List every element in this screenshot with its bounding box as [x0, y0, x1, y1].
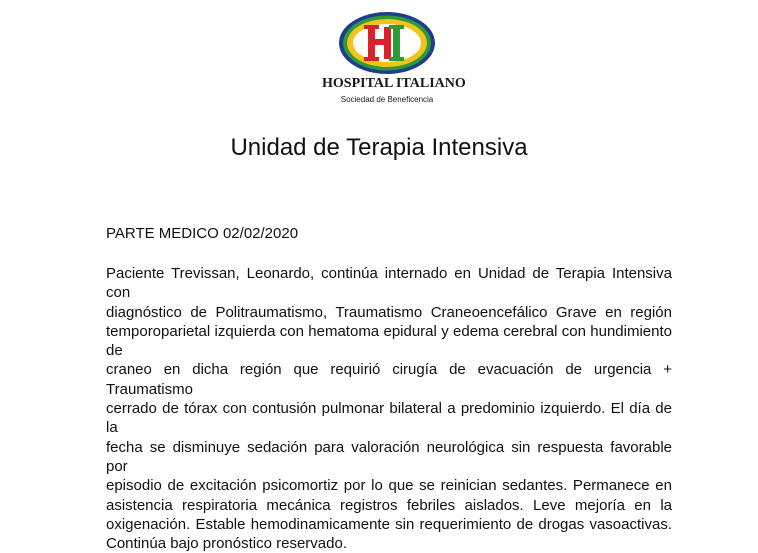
- body-line: fecha se disminuye sedación para valoración neurológica sin respuesta favorable por: [106, 438, 672, 475]
- report-body: [106, 264, 672, 553]
- report-heading: PARTE MEDICO 02/02/2020: [106, 225, 299, 242]
- body-line: Paciente Trevissan, Leonardo, continúa internado en Unidad de Terapia Intensiva con: [106, 265, 672, 302]
- page-title: Unidad de Terapia Intensiva: [230, 134, 528, 161]
- body-line: temporoparietal izquierda con hematoma epidural y edema cerebral con hundimiento de: [106, 322, 672, 360]
- body-line: oxigenación. Estable hemodinamicamente sin requerimiento de drogas vasoactivas.: [106, 515, 672, 533]
- body-line: cerrado de tórax con contusión pulmonar bilateral a predominio izquierdo. El día de la: [106, 400, 672, 437]
- logo-hospital-name: HOSPITAL ITALIANO: [322, 76, 466, 91]
- body-line: asistencia respiratoria mecánica registros febriles aislados. Leve mejoría en la: [106, 496, 672, 514]
- body-line: diagnóstico de Politraumatismo, Traumatismo Craneoencefálico Grave en región: [106, 303, 672, 321]
- body-line: craneo en dicha región que requirió cirugía de evacuación de urgencia + Traumatismo: [106, 361, 672, 398]
- body-line: episodio de excitación psicomortiz por lo que se reinician sedantes. Permanece en: [106, 477, 672, 495]
- hospital-emblem-icon: [337, 10, 437, 76]
- logo-subtitle: Sociedad de Beneficencia: [340, 95, 434, 104]
- body-line: Continúa bajo pronóstico reservado.: [106, 535, 347, 553]
- hospital-logo: [322, 10, 466, 110]
